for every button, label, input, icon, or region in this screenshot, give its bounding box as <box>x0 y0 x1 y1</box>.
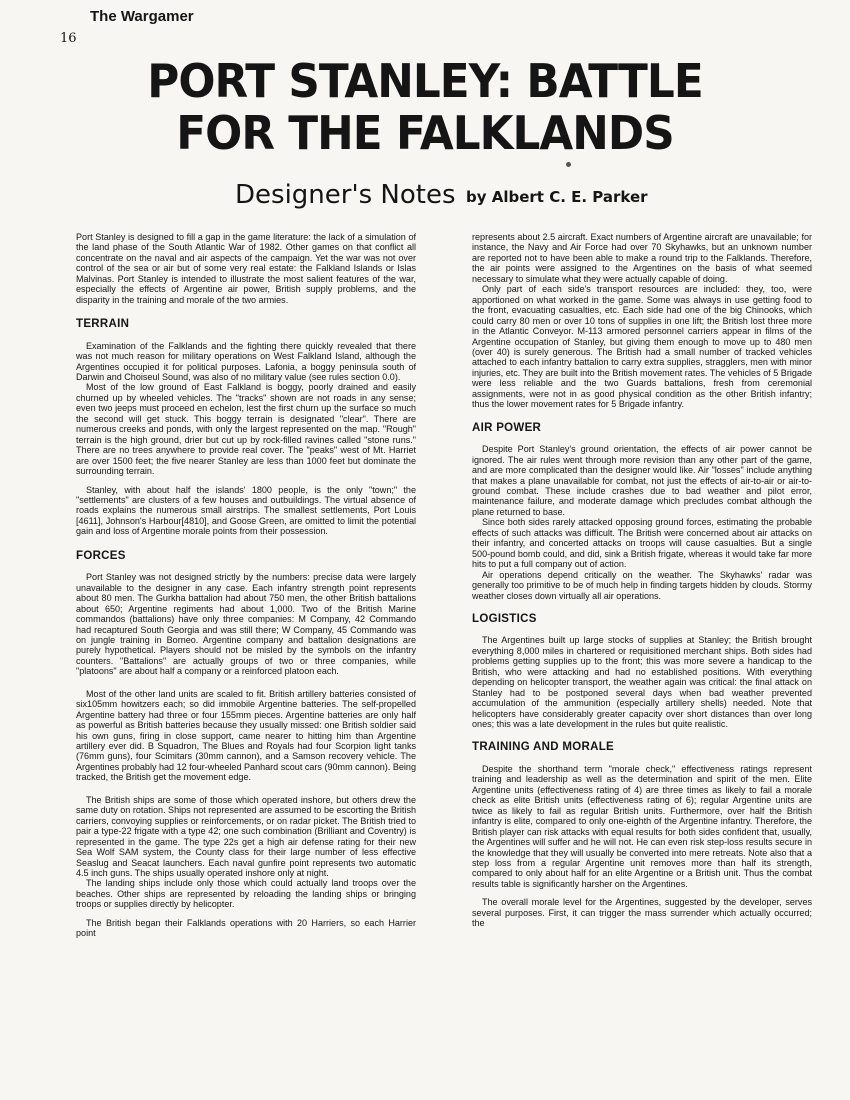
forces-paragraph-4: The landing ships include only those which could actually land troops over the beaches. Other ships are represented by reloading the landing ships or bringing troops or supplies directly by helicopter. <box>76 878 416 910</box>
terrain-paragraph-2: Most of the low ground of East Falkland is boggy, poorly drained and easily churned up by wheeled vehicles. The "tracks" shown are not roads in any sense; even two jeeps must proceed en echelon, lest the first churn up the surface so much the second will get stuck. This boggy terrain is designated "clear". There are numerous creeks and ponds, with only the largest represented on the map. "Rough" terrain is the high ground, drier but cut up by rock-filled ravines called "stone runs." There are no trees anywhere to provide real cover. The "peaks" west of Mt. Harriet are over 1500 feet; the five nearer Stanley are less than 1000 feet but dominate the surrounding terrain. <box>76 382 416 477</box>
terrain-paragraph-1: Examination of the Falklands and the fighting there quickly revealed that there was not much reason for military operations on West Falkland Island, although the Argentines occupied it for political purposes. Lafonia, a boggy peninsula south of Darwin and Choiseul Sound, was also of no military value (see rules section 0.0). <box>76 340 416 382</box>
air-power-paragraph-1: Despite Port Stanley's ground orientation, the effects of air power cannot be ignored. The air rules went through more revision than any other part of the game, and are more complicated than the designer would like. Air "losses" include anything that makes a plane unavailable for combat, not just the effects of air-to-air or air-to-ground combat. These include crashes due to bad weather and pilot error, maintenance failure, and moderate damage which precludes combat although the plane returned to base. <box>472 444 812 517</box>
article-subtitle: Designer's Notes <box>235 180 456 210</box>
training-paragraph-1: Despite the shorthand term "morale check," effectiveness ratings represent training and leadership as well as the determination and spirit of the men. Elite Argentine units (effectiveness rating of 4) are three times as likely to fail a morale check as elite British units (effectiveness rating of 6); regular Argentine units are twice as likely to fail as regular British units. Furthermore, over half the British infantry is elite, compared to only one-eighth of the Argentine infantry. Therefore, the British player can risk attacks with equal results for both sides confident that, usually, the Argentines will suffer and he will not. He can even risk step-loss results secure in the knowledge that they will usually be converted into mere retreats. Note also that a step loss from a regular Argentine unit removes more than half its strength, compared to only about half for an elite Argentine or a British unit. Thus the combat results table is significantly harsher on the Argentines. <box>472 763 812 889</box>
transport-paragraph: Only part of each side's transport resources are included: they, too, were apportioned on what worked in the game. Some was always in use getting food to the front, evacuating casualties, etc. Each side had one of the big Chinooks, which could carry 80 men or over 10 tons of supplies in one lift; the British lost three more in the Atlantic Conveyor. M-113 armored personnel carriers appear in films of the Argentine occupation of Stanley, but giving them enough to move up to 480 men (over 40) is surely generous. The British had a small number of tracked vehicles attached to each infantry battalion to carry extra supplies, stragglers, men with minor injuries, etc. They are built into the British movement rates. The vehicles of 5 Brigade were less reliable and the two Guards battalions, fresh from ceremonial assignments, were not in as good physical condition as the other British infantry; thus the lower movement rates for 5 Brigade infantry. <box>472 284 812 410</box>
section-heading-training-morale: TRAINING AND MORALE <box>472 741 614 754</box>
author-byline: by Albert C. E. Parker <box>466 188 648 206</box>
forces-paragraph-2: Most of the other land units are scaled to fit. British artillery batteries consisted of six105mm howitzers each; so did immobile Argentine batteries. The self-propelled Argentine battery had three or four 155mm pieces. Argentine batteries are only half as powerful as British batteries because they usually missed: one British soldier said his own guns, firing in close support, came nearer to hitting him than Argentine artillery ever did. B Squadron, The Blues and Royals had four Scorpion light tanks (76mm guns), four Scimitars (30mm cannon), and a Samson recovery vehicle. The Argentines probably had 12 four-wheeled Panhard scout cars (90mm cannon). Being tracked, the British get the movement edge. <box>76 688 416 783</box>
right-column <box>472 232 812 929</box>
forces-paragraph-3: The British ships are some of those which operated inshore, but others drew the same duty on rotation. Ships not represented are assumed to be escorting the British carriers, convoying supplies or reinforcements, or on radar picket. The British tried to pair a type-22 frigate with a type 42; one such combination (Brilliant and Coventry) is represented in the game. The type 22s get a high air defense rating for their new Sea Wolf SAM system, the County class for their large number of less effective Seaslug and Seacat launchers. Each naval gunfire point represents two automatic 4.5 inch guns. The ships usually operated inshore only at night. <box>76 794 416 879</box>
article-title-line-2: FOR THE FALKLANDS <box>176 106 674 160</box>
section-heading-air-power: AIR POWER <box>472 421 542 434</box>
section-heading-forces: FORCES <box>76 549 126 562</box>
forces-paragraph-1: Port Stanley was not designed strictly by the numbers: precise data were largely unavailable to the designer in any case. Each infantry strength point represents about 80 men. The Gurkha battalion had about 750 men, the other British battalions about 650; Argentine regiments had about 1,000. Two of the British Marine commandos (battalions) have only three companies: M Company, 42 Commando had recaptured South Georgia and was still there; W Company, 45 Commando was on jungle training in Borneo. Argentine company and battalion designations are purely hypothetical. Players should not be misled by the symbols on the infantry counters. "Battalions" are actually groups of two or three companies, while "platoons" are about half a company or a reinforced platoon each. <box>76 572 416 677</box>
article-title <box>21 55 829 159</box>
forces-paragraph-5: The British began their Falklands operations with 20 Harriers, so each Harrier point <box>76 917 416 939</box>
air-power-paragraph-3: Air operations depend critically on the weather. The Skyhawks' radar was generally too primitive to be of much help in finding targets hidden by clouds. Stormy weather closes down virtually all air operations. <box>472 569 812 601</box>
terrain-paragraph-3: Stanley, with about half the islands' 1800 people, is the only "town;" the "settlements" are clusters of a few houses and outbuildings. The virtual absence of roads explains the numerous small airstrips. The smallest settlements, Port Louis [4611], Johnson's Harbour[4810], and Goose Green, are omitted to limit the potential gain and loss of Argentine morale points from their possession. <box>76 484 416 537</box>
continued-paragraph-1: represents about 2.5 aircraft. Exact numbers of Argentine aircraft are unavailable; for instance, the Navy and Air Force had over 70 Skyhawks, but an unknown number are reported not to have been able to make a round trip to the Falklands. Therefore, the air points were assigned to the Argentines on the basis of what seemed necessary to simulate what they were actually capable of doing. <box>472 232 812 284</box>
intro-paragraph: Port Stanley is designed to fill a gap in the game literature: the lack of a simulation of the land phase of the South Atlantic War of 1982. Other games on that conflict all concentrate on the naval and air aspects of the campaign. Yet the war was not over control of the sea or air but of some very real estate: the Falkland Islands or Islas Malvinas. Port Stanley is intended to illustrate the most salient features of the war, especially the effects of Argentine air power, British supply problems, and the disparity in the training and morale of the two armies. <box>76 232 416 305</box>
publication-name: The Wargamer <box>90 8 194 25</box>
page-number: 16 <box>60 31 77 46</box>
logistics-paragraph: The Argentines built up large stocks of supplies at Stanley; the British brought everything 8,000 miles in chartered or requisitioned merchant ships. Both sides had problems getting supplies up to the front; this was more severe a handicap to the British, who were attacking and had no established positions. With everything depending on helicopter transport, the weather again was critical: the final attack on Stanley had to be postponed several days when bad weather prevented accumulation of the ammunition (especially artillery shells) needed. Note that helicopters have considerably greater capacity over short distances than over long ones; this was a late development in the rules but quite realistic. <box>472 635 812 730</box>
section-heading-logistics: LOGISTICS <box>472 612 537 625</box>
section-heading-terrain: TERRAIN <box>76 318 130 331</box>
print-speck <box>566 162 571 167</box>
air-power-paragraph-2: Since both sides rarely attacked opposing ground forces, estimating the probable effects of such attacks was difficult. The British were concerned about air attacks on their infantry, and concerted attacks on troops will cause casualties. But a single 500-pound bomb could, and did, sink a British frigate, whereas it would take far more hits to put a full company out of action. <box>472 517 812 570</box>
left-column <box>76 232 416 939</box>
training-paragraph-2: The overall morale level for the Argentines, suggested by the developer, serves several purposes. First, it can trigger the mass surrender which actually occurred; the <box>472 897 812 929</box>
article-title-line-1: PORT STANLEY: BATTLE <box>147 54 703 108</box>
